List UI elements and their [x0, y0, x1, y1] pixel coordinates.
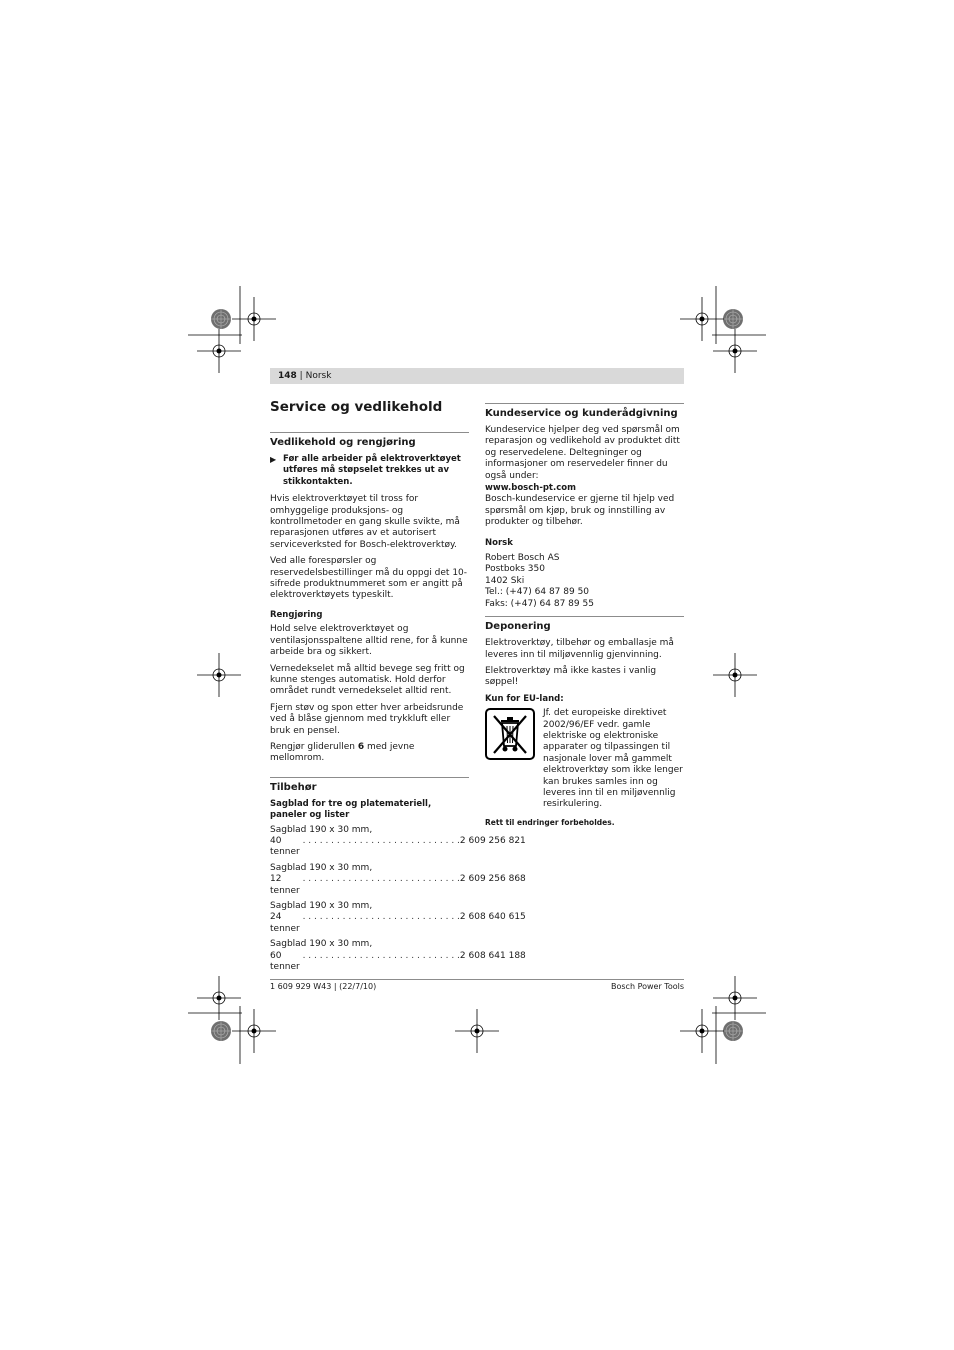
- leader-dots: . . . . . . . . . . . . . . . . . . . . . . . . . . . .: [299, 874, 460, 885]
- footer-brand: Bosch Power Tools: [611, 982, 684, 991]
- cleaning-paragraph-4: [270, 742, 469, 765]
- address-line: 1402 Ski: [485, 575, 525, 586]
- page-title: Service og vedlikehold: [270, 399, 443, 415]
- accessory-item: [270, 862, 526, 897]
- disposal-heading: Deponering: [485, 616, 684, 633]
- address-block: [485, 553, 684, 610]
- accessory-teeth: 60 tenner: [270, 950, 300, 973]
- accessory-number: 2 609 256 868: [459, 874, 526, 885]
- accessory-item: [270, 824, 526, 859]
- accessory-description: Sagblad 190 x 30 mm,: [270, 901, 373, 911]
- right-column: [485, 403, 684, 828]
- maintenance-paragraph-1: Hvis elektroverktøyet til tross for omhyggelige produksjons- og kontrollmetoder en gang skulle svikte, må reparasjonen utføres av et autorisert serviceverksted for Bosch-elektroverktøy.: [270, 494, 460, 550]
- maintenance-paragraph-2: Ved alle forespørsler og reservedelsbestillinger må du oppgi det 10-sifrede produktnummeret som er angitt på elektroverktøyets typeskilt.: [270, 556, 468, 601]
- leader-dots: . . . . . . . . . . . . . . . . . . . . . . . . . . . .: [299, 912, 460, 923]
- header-language: Norsk: [305, 371, 332, 381]
- cleaning-paragraph-2: Vernedekselet må alltid bevege seg fritt og kunne stenges automatisk. Hold derfor området rundt vernedekselet alltid rent.: [270, 663, 465, 697]
- cleaning-paragraph-3: Fjern støv og spon etter hver arbeidsrunde ved å blåse gjennom med trykkluft eller bruk en pensel.: [270, 702, 464, 736]
- accessory-description: Sagblad 190 x 30 mm,: [270, 862, 373, 873]
- page-header: [270, 368, 684, 384]
- accessory-item: [270, 939, 526, 973]
- country-heading: Norsk: [485, 537, 513, 548]
- roller-reference-number: 6: [357, 741, 365, 752]
- cleaning-heading: Rengjøring: [270, 609, 323, 620]
- cleaning-paragraph-1: Hold selve elektroverktøyet og ventilasjonsspaltene alltid rene, for å kunne arbeide bra og sikkert.: [270, 624, 468, 658]
- leader-dots: . . . . . . . . . . . . . . . . . . . . . . . . . . . .: [299, 950, 460, 961]
- weee-block: [485, 708, 684, 811]
- rights-reserved-note: Rett til endringer forbeholdes.: [485, 817, 615, 827]
- address-line: Tel.: (+47) 64 87 89 50: [485, 587, 590, 598]
- disposal-paragraph-1: Elektroverktøy, tilbehør og emballasje må leveres inn til miljøvennlig gjenvinning.: [485, 638, 674, 660]
- accessory-item: [270, 901, 526, 935]
- address-line: Robert Bosch AS: [485, 553, 560, 564]
- cleaning-text-before: Rengjør gliderullen: [270, 741, 358, 752]
- accessory-number: 2 608 641 188: [459, 950, 526, 961]
- service-paragraph-1: Kundeservice hjelper deg ved spørsmål om reparasjon og vedlikehold av produktet ditt og reservedelene. Deltegninger og informasjoner om reservedeler finner du også under:: [485, 425, 680, 481]
- accessories-heading: Tilbehør: [270, 777, 469, 794]
- address-line: Postboks 350: [485, 564, 545, 575]
- accessory-description: Sagblad 190 x 30 mm,: [270, 939, 373, 950]
- eu-directive-text: Jf. det europeiske direktivet 2002/96/EF vedr. gamle elektriske og elektroniske apparater og tilpassingen til nasjonale lover må gammelt elektroverktøy som ikke lenger kan brukes samles inn og leveres inn til en miljøvennlig resirkulering.: [543, 708, 683, 810]
- accessory-teeth: 12 tenner: [270, 874, 300, 896]
- crossed-out-bin-icon: [485, 708, 535, 760]
- page-number: 148: [278, 371, 297, 381]
- footer-document-code: 1 609 929 W43 | (22/7/10): [270, 982, 377, 991]
- eu-heading: Kun for EU-land:: [485, 693, 564, 704]
- service-paragraph-2: Bosch-kundeservice er gjerne til hjelp ved spørsmål om kjøp, bruk og innstilling av produkter og tilbehør.: [485, 494, 675, 528]
- cleaning-text-after: med jevne mellomrom.: [270, 741, 415, 764]
- page-footer: [270, 979, 684, 991]
- accessory-number: 2 609 256 821: [459, 835, 526, 846]
- service-heading: Kundeservice og kunderådgivning: [485, 403, 684, 420]
- maintenance-heading: Vedlikehold og rengjøring: [270, 432, 469, 449]
- accessory-teeth: 24 tenner: [270, 912, 300, 934]
- header-separator: |: [299, 371, 303, 381]
- address-line: Faks: (+47) 64 87 89 55: [485, 598, 594, 609]
- safety-bullet-text: Før alle arbeider på elektroverktøyet utføres må støpselet trekkes ut av stikkontakten.: [283, 454, 461, 487]
- service-url: www.bosch-pt.com: [485, 483, 576, 494]
- triangle-right-icon: ▶: [270, 455, 277, 464]
- safety-bullet: [270, 454, 469, 488]
- accessory-description: Sagblad 190 x 30 mm,: [270, 824, 373, 835]
- accessory-number: 2 608 640 615: [459, 912, 526, 923]
- disposal-paragraph-2: Elektroverktøy må ikke kastes i vanlig søppel!: [485, 665, 657, 688]
- accessories-subheading: Sagblad for tre og platemateriell, paneler og lister: [270, 798, 432, 821]
- leader-dots: . . . . . . . . . . . . . . . . . . . . . . . . . . . .: [299, 835, 460, 846]
- accessory-teeth: 40 tenner: [270, 835, 300, 858]
